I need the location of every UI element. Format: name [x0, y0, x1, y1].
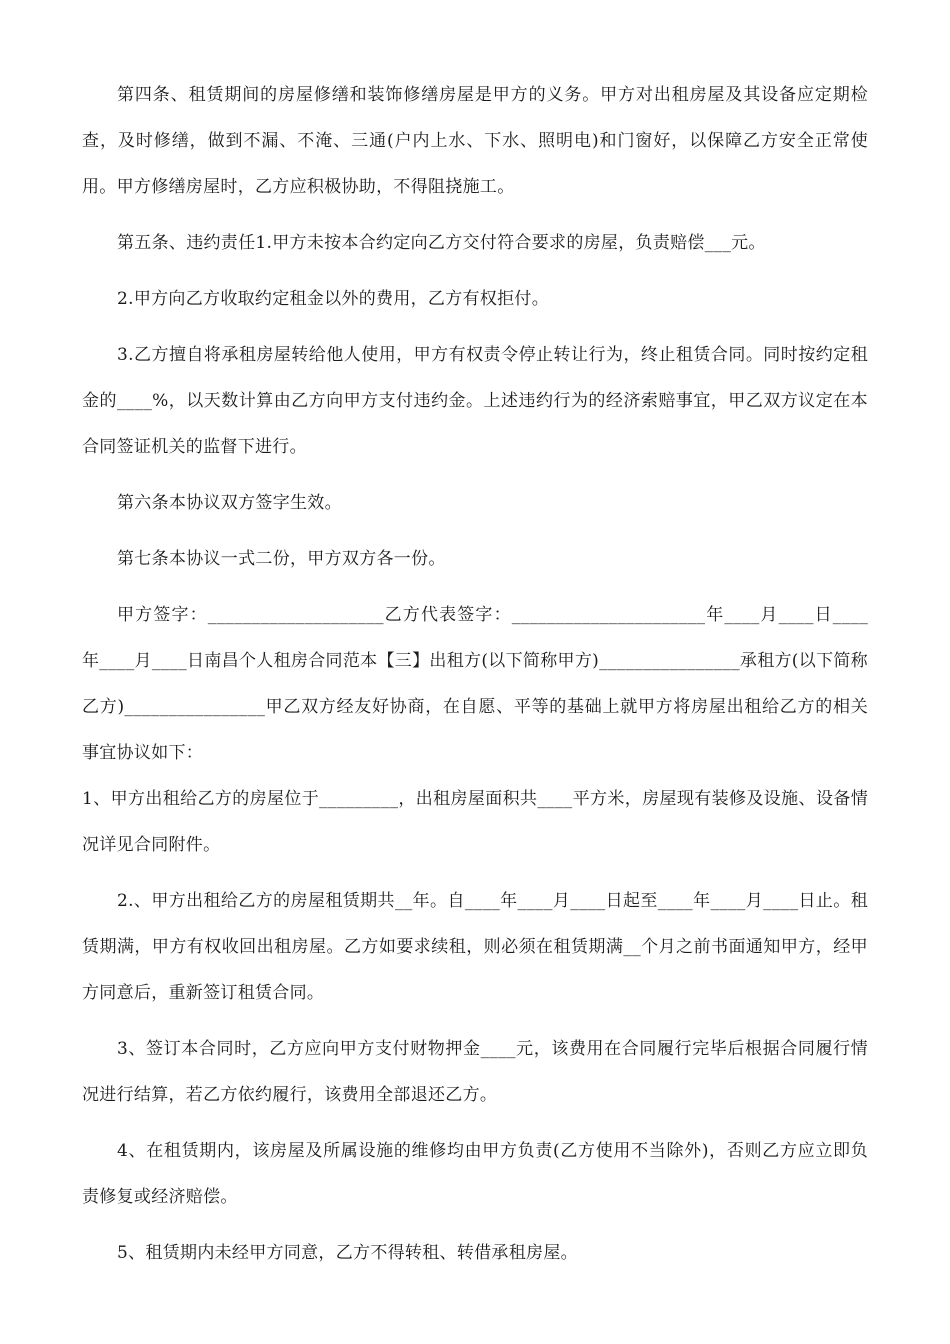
clause-5-paragraph: 5、租赁期内未经甲方同意，乙方不得转租、转借承租房屋。: [117, 1243, 578, 1263]
article-4-paragraph: 第四条、租赁期间的房屋修缮和装饰修缮房屋是甲方的义务。甲方对出租房屋及其设备应定期检查，及时修缮，做到不漏、不淹、三通(户内上水、下水、照明电)和门窗好，以保障乙方安全正常使用。甲方修缮房屋时，乙方应积极协助，不得阻挠施工。: [82, 85, 868, 197]
article-5-item-2: 2.甲方向乙方收取约定租金以外的费用，乙方有权拒付。: [117, 289, 550, 309]
document-page: [82, 72, 868, 1286]
clause-1-paragraph: 1、甲方出租给乙方的房屋位于_________，出租房屋面积共____平方米，房屋现有装修及设施、设备情况详见合同附件。: [82, 789, 868, 855]
article-5-paragraph: 第五条、违约责任1.甲方未按本合约定向乙方交付符合要求的房屋，负责赔偿___元。: [117, 233, 766, 253]
article-6-paragraph: 第六条本协议双方签字生效。: [117, 493, 342, 513]
article-5-item-3: 3.乙方擅自将承租房屋转给他人使用，甲方有权责令停止转让行为，终止租赁合同。同时按约定租金的____%，以天数计算由乙方向甲方支付违约金。上述违约行为的经济索赔事宜，甲乙双方议定在本合同签证机关的监督下进行。: [82, 345, 868, 457]
signature-and-contract-intro: 甲方签字：____________________乙方代表签字：______________________年____月____日____年____月____日南昌个人租房合同范本【三】出租方(以下简称甲方)________________承租方(以下简称乙方)________________甲乙双方经友好协商，在自愿、平等的基础上就甲方将房屋出租给乙方的相关事宜协议如下：: [82, 605, 868, 763]
article-7-paragraph: 第七条本协议一式二份，甲方双方各一份。: [117, 549, 446, 569]
clause-2-paragraph: 2.、甲方出租给乙方的房屋租赁期共__年。自____年____月____日起至____年____月____日止。租赁期满，甲方有权收回出租房屋。乙方如要求续租，则必须在租赁期满__个月之前书面通知甲方，经甲方同意后，重新签订租赁合同。: [82, 891, 868, 1003]
clause-3-paragraph: 3、签订本合同时，乙方应向甲方支付财物押金____元，该费用在合同履行完毕后根据合同履行情况进行结算，若乙方依约履行，该费用全部退还乙方。: [82, 1039, 868, 1105]
clause-4-paragraph: 4、在租赁期内，该房屋及所属设施的维修均由甲方负责(乙方使用不当除外)，否则乙方应立即负责修复或经济赔偿。: [82, 1141, 868, 1207]
